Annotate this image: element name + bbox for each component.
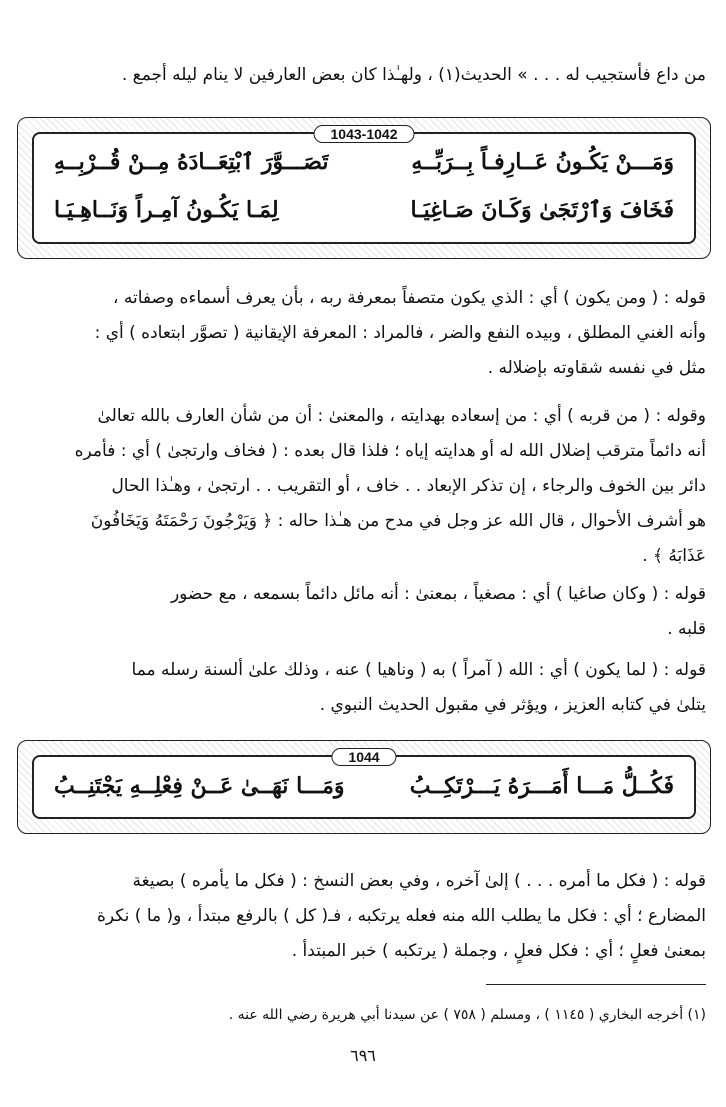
text-line: المضارع ؛ أي : فكل ما يطلب الله منه فعله يرتكبه ، فـ( كل ) بالرفع مبتدأ ، و( ما ) نكرة	[97, 906, 706, 926]
text-line: قلبه .	[667, 619, 706, 639]
verse-hemistich-left: تَصَـــوَّرَ ٱبْتِعَــادَهُ مِــنْ قُــرْبِــهِ	[54, 149, 329, 175]
text-line: وقوله : ( من قربه ) أي : من إسعاده بهدايته ، والمعنىٰ : أن من شأن العارف بالله تعالىٰ	[97, 406, 706, 426]
commentary-paragraph	[20, 399, 706, 574]
verse-hemistich-left: لِمَـا يَكُـونُ آمِـراً وَنَــاهِـيَـا	[54, 197, 279, 223]
text-line: بمعنىٰ فعلٍ ؛ أي : فكل فعلٍ ، وجملة ( يرتكبه ) خبر المبتدأ .	[291, 941, 706, 961]
text-line: أنه دائماً مترقب إضلال الله له أو هدايته إياه ؛ فلذا قال بعده : ( فخاف وارتجىٰ ) أي : فأمره	[74, 441, 706, 461]
commentary-paragraph	[20, 281, 706, 386]
text-line: دائر بين الخوف والرجاء ، إن تذكر الإبعاد . . خاف ، أو التقريب . . ارتجىٰ ، وهـٰذا الحال	[111, 476, 706, 496]
verse-box-inner	[32, 749, 696, 819]
verse-hemistich-right: فَخَافَ وَٱرْتَجَىٰ وَكَـانَ صَـاغِيَـا	[410, 197, 674, 223]
page-number: ٦٩٦	[350, 1046, 376, 1065]
text-line: وأنه الغني المطلق ، وبيده النفع والضر ، فالمراد : المعرفة الإيقانية ( تصوَّر ابتعاده ) أي :	[94, 323, 706, 343]
text-line: قوله : ( وكان صاغيا ) أي : مصغياً ، بمعنىٰ : أنه مائل دائماً بسمعه ، مع حضور	[170, 584, 706, 604]
text-line: هو أشرف الأحوال ، قال الله عز وجل في مدح من هـٰذا حاله : ﴿ وَيَرْجُونَ رَحْمَتَهُ وَيَخَافُونَ	[90, 511, 706, 531]
verse-number-badge: 1043-1042	[314, 125, 415, 143]
text-line: من داع فأستجيب له . . . » الحديث(١) ، ولهـٰذا كان بعض العارفين لا ينام ليله أجمع .	[121, 65, 706, 85]
text-line: مثل في نفسه شقاوته بإضلاله .	[487, 358, 706, 378]
text-line: قوله : ( فكل ما أمره . . . ) إلىٰ آخره ، وفي بعض النسخ : ( فكل ما يأمره ) بصيغة	[132, 871, 706, 891]
text-line: قوله : ( لما يكون ) أي : الله ( آمراً ) به ( وناهيا ) عنه ، وذلك علىٰ ألسنة رسله مما	[131, 660, 706, 680]
verse-hemistich-right: فَكُــلُّ مَـــا أَمَـــرَهُ يَـــرْتَكِــبُ	[409, 773, 674, 799]
verse-hemistich-left: وَمَـــا نَهَــىٰ عَــنْ فِعْلِــهِ يَجْتَنِــبُ	[54, 773, 345, 799]
text-line: قوله : ( ومن يكون ) أي : الذي يكون متصفاً بمعرفة ربه ، بأن يعرف أسماءه وصفاته ،	[112, 288, 706, 308]
verse-box-2	[17, 740, 711, 834]
text-line: يتلىٰ في كتابه العزيز ، ويؤثر في مقبول الحديث النبوي .	[319, 695, 706, 715]
verse-box-1	[17, 117, 711, 259]
text-line: عَذَابَهُ ﴾ .	[642, 546, 706, 566]
verse-line	[54, 197, 674, 223]
top-text-line	[20, 58, 706, 93]
commentary-paragraph	[20, 577, 706, 647]
footnote-separator	[486, 984, 706, 985]
verse-line	[54, 149, 674, 175]
commentary-paragraph	[20, 653, 706, 723]
verse-box-inner	[32, 126, 696, 244]
verse-line	[54, 773, 674, 799]
verse-hemistich-right: وَمَـــنْ يَكُـونُ عَــارِفـاً بِــرَبِّــهِ	[411, 149, 674, 175]
verse-number-badge: 1044	[331, 748, 396, 766]
footnote: (١) أخرجه البخاري ( ١١٤٥ ) ، ومسلم ( ٧٥٨ ) عن سيدنا أبي هريرة رضي الله عنه .	[228, 1007, 706, 1023]
commentary-paragraph	[20, 864, 706, 969]
